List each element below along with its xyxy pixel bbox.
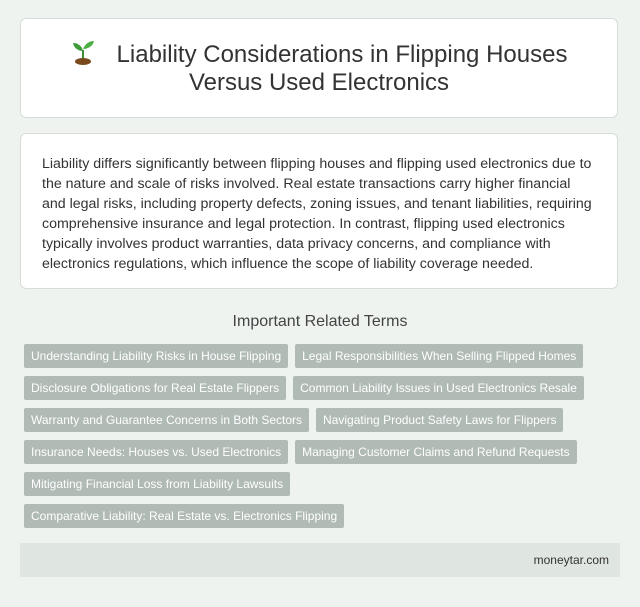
tag-row <box>24 472 620 496</box>
related-term-tag[interactable]: Common Liability Issues in Used Electronics Resale <box>293 376 584 400</box>
related-term-tag[interactable]: Managing Customer Claims and Refund Requests <box>295 440 576 464</box>
summary-card <box>20 133 618 289</box>
tag-row <box>24 344 620 368</box>
page-title <box>71 39 568 97</box>
sprout-icon <box>71 39 95 65</box>
footer <box>20 543 620 577</box>
related-term-tag[interactable]: Insurance Needs: Houses vs. Used Electronics <box>24 440 288 464</box>
related-term-tag[interactable]: Warranty and Guarantee Concerns in Both Sectors <box>24 408 309 432</box>
title-text-line-2: Versus Used Electronics <box>188 69 450 96</box>
tag-row <box>24 504 620 528</box>
title-line-1 <box>71 39 568 69</box>
title-text-line-1: Liability Considerations in Flipping Houses <box>116 41 568 68</box>
related-terms-list <box>24 344 620 536</box>
related-term-tag[interactable]: Mitigating Financial Loss from Liability Lawsuits <box>24 472 290 496</box>
related-term-tag[interactable]: Disclosure Obligations for Real Estate Flippers <box>24 376 286 400</box>
related-term-tag[interactable]: Understanding Liability Risks in House Flipping <box>24 344 288 368</box>
title-card <box>20 18 618 118</box>
related-terms-heading: Important Related Terms <box>232 313 408 330</box>
related-term-tag[interactable]: Comparative Liability: Real Estate vs. Electronics Flipping <box>24 504 344 528</box>
tag-row <box>24 440 620 464</box>
footer-site-name[interactable]: moneytar.com <box>533 553 609 567</box>
summary-paragraph: Liability differs significantly between flipping houses and flipping used electronics due to the nature and scale of risks involved. Real estate transactions carry higher financial and legal risks, including property defects, zoning issues, and tenant liabilities, requiring comprehensive insurance and legal protection. In contrast, flipping used electronics typically involves product warranties, data privacy concerns, and compliance with electronics regulations, which influence the scope of liability coverage needed. <box>42 156 592 272</box>
tag-row <box>24 376 620 400</box>
related-term-tag[interactable]: Legal Responsibilities When Selling Flipped Homes <box>295 344 583 368</box>
related-term-tag[interactable]: Navigating Product Safety Laws for Flippers <box>316 408 563 432</box>
tag-row <box>24 408 620 432</box>
